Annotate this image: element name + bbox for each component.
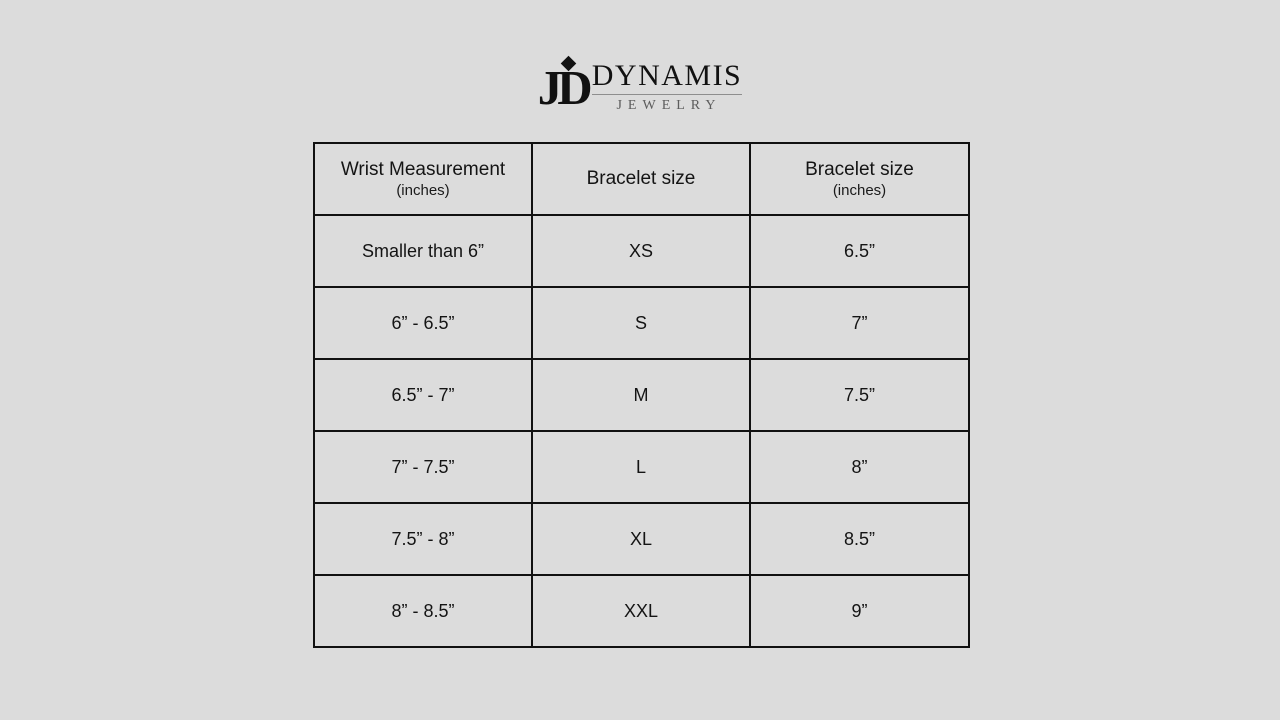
logo-lockup — [538, 58, 743, 114]
column-header-sub: (inches) — [832, 181, 887, 199]
logo-divider — [592, 94, 743, 95]
cell-length: 9” — [750, 575, 969, 647]
cell-wrist: 7” - 7.5” — [314, 431, 532, 503]
cell-size: XS — [532, 215, 750, 287]
monogram-letters: JD — [537, 60, 588, 115]
cell-wrist: 8” - 8.5” — [314, 575, 532, 647]
cell-wrist: Smaller than 6” — [314, 215, 532, 287]
table-row — [314, 503, 969, 575]
cell-length: 7.5” — [750, 359, 969, 431]
cell-wrist: 6.5” - 7” — [314, 359, 532, 431]
brand-name: DYNAMIS — [591, 59, 743, 92]
column-header-sub: (inches) — [396, 181, 450, 199]
size-chart-table — [313, 142, 970, 648]
brand-subtitle: JEWELRY — [616, 98, 722, 113]
cell-size: L — [532, 431, 750, 503]
column-header-bracelet-size-inches — [750, 143, 969, 215]
table-row — [314, 359, 969, 431]
column-header-main: Bracelet size — [586, 168, 696, 189]
size-chart-table-wrapper — [313, 142, 968, 648]
table-row — [314, 575, 969, 647]
column-header-main: Wrist Measurement — [340, 158, 506, 180]
cell-length: 8” — [750, 431, 969, 503]
cell-size: M — [532, 359, 750, 431]
cell-length: 8.5” — [750, 503, 969, 575]
table-header — [314, 143, 969, 215]
column-header-bracelet-size — [532, 143, 750, 215]
cell-size: S — [532, 287, 750, 359]
logo-wordmark — [592, 58, 743, 114]
table-row — [314, 287, 969, 359]
table-header-row — [314, 143, 969, 215]
cell-size: XXL — [532, 575, 750, 647]
brand-logo — [0, 58, 1280, 114]
column-header-wrist-measurement — [314, 143, 532, 215]
table-row — [314, 431, 969, 503]
table-body — [314, 215, 969, 647]
cell-length: 6.5” — [750, 215, 969, 287]
column-header-main: Bracelet size — [805, 158, 914, 180]
cell-wrist: 6” - 6.5” — [314, 287, 532, 359]
cell-wrist: 7.5” - 8” — [314, 503, 532, 575]
cell-size: XL — [532, 503, 750, 575]
table-row — [314, 215, 969, 287]
cell-length: 7” — [750, 287, 969, 359]
monogram-icon — [537, 58, 588, 115]
